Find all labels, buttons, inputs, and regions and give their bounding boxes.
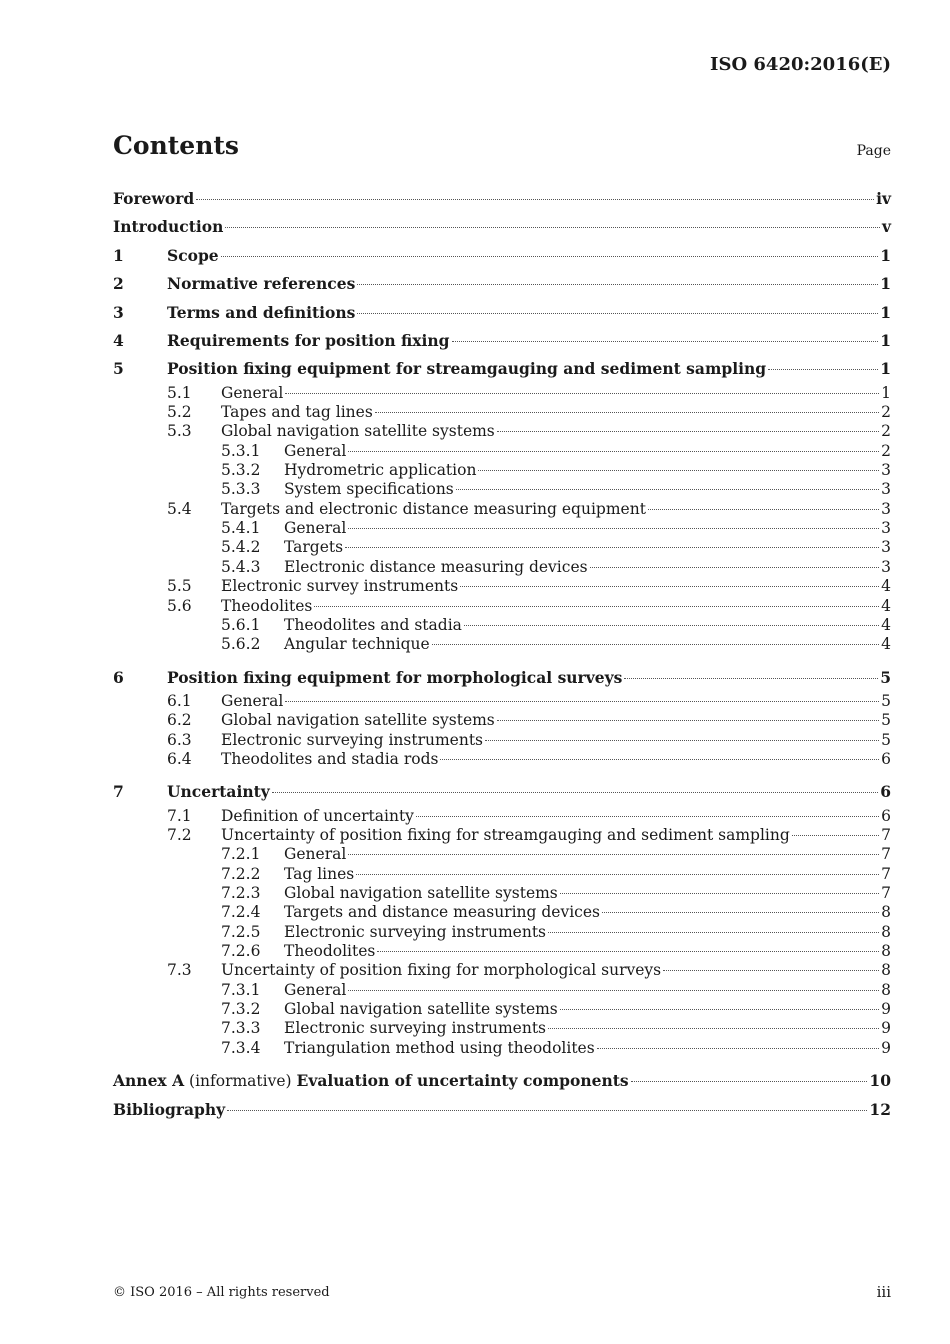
toc-entry-number: 7.2.4: [221, 903, 261, 922]
dot-leader: [497, 431, 879, 432]
toc-entry-number: 3: [113, 302, 124, 322]
toc-entry-page: 1: [880, 245, 891, 265]
toc-entry[interactable]: [113, 1039, 891, 1058]
dot-leader: [768, 369, 878, 370]
toc-entry-number: 7.3.1: [221, 980, 261, 999]
toc-entry-number: 5.6.1: [221, 615, 261, 634]
toc-entry-number: 7: [113, 782, 124, 802]
toc-entry-page: 4: [881, 577, 891, 596]
toc-entry-number: 2: [113, 274, 124, 294]
toc-entry-page: 6: [881, 806, 891, 825]
toc-entry-page: 1: [880, 274, 891, 294]
toc-entry-page: 3: [881, 519, 891, 538]
toc-entry-title: Tapes and tag lines: [221, 403, 373, 422]
toc-entry-page: 5: [880, 667, 891, 687]
toc-entry-title: Normative references: [167, 274, 356, 294]
toc-entry-title: Electronic survey instruments: [221, 577, 459, 596]
dot-leader: [348, 528, 879, 529]
toc-entry-number: 5.4.2: [221, 538, 261, 557]
toc-entry-number: 5.6: [167, 596, 192, 615]
toc-entry-number: 1: [113, 245, 124, 265]
dot-leader: [560, 1009, 879, 1010]
toc-entry[interactable]: [113, 577, 891, 596]
toc-entry[interactable]: [113, 597, 891, 616]
copyright-notice: © ISO 2016 – All rights reserved: [113, 1285, 330, 1300]
toc-entry-title: Global navigation satellite systems: [221, 422, 495, 441]
toc-entry-number: 7.1: [167, 806, 192, 825]
toc-entry-title: Terms and definitions: [167, 302, 356, 322]
dot-leader: [460, 586, 879, 587]
toc-entry-page: 1: [880, 359, 891, 379]
toc-entry-page: 3: [881, 480, 891, 499]
toc-entry-title: General: [221, 691, 284, 710]
toc-entry-number: 7.2.3: [221, 884, 261, 903]
dot-leader: [663, 970, 879, 971]
toc-entry-title: Theodolites: [221, 596, 313, 615]
toc-entry[interactable]: [113, 923, 891, 942]
annex-title: Evaluation of uncertainty components: [296, 1071, 629, 1091]
toc-entry-title: Scope: [167, 245, 219, 265]
toc-entry-page: 1: [880, 330, 891, 350]
toc-entry-title: General: [221, 383, 284, 402]
toc-entry-page: 1: [881, 383, 891, 402]
toc-entry-number: 5.2: [167, 403, 192, 422]
toc-entry-title: Position fixing equipment for streamgauging and sediment sampling: [167, 359, 767, 379]
toc-entry[interactable]: [113, 778, 891, 806]
dot-leader: [597, 1048, 879, 1049]
toc-entry-number: 5.3: [167, 422, 192, 441]
toc-entry-title: Uncertainty of position fixing for morphological surveys: [221, 961, 662, 980]
dot-leader: [375, 412, 879, 413]
toc-entry-title: General: [284, 519, 347, 538]
toc-entry-number: 6.4: [167, 749, 192, 768]
toc-entry-page: 3: [881, 499, 891, 518]
toc-entry-title: Tag lines: [284, 864, 355, 883]
toc-entry-number: 7.2.5: [221, 922, 261, 941]
toc-entry-title: Global navigation satellite systems: [221, 711, 495, 730]
toc-entry[interactable]: [113, 664, 891, 692]
toc-entry-title: Targets: [284, 538, 344, 557]
toc-entry-page: 7: [881, 884, 891, 903]
toc-entry-number: 5: [113, 359, 124, 379]
toc-entry-page: 3: [881, 538, 891, 557]
toc-entry-title: Electronic surveying instruments: [284, 1019, 547, 1038]
toc-entry-page: 7: [881, 826, 891, 845]
toc-entry[interactable]: [113, 1096, 891, 1124]
toc-entry-number: 5.4.3: [221, 557, 261, 576]
toc-entry-number: 7.3.3: [221, 1019, 261, 1038]
toc-entry-page: 4: [881, 596, 891, 615]
annex-type: (informative): [184, 1072, 297, 1091]
dot-leader: [314, 606, 879, 607]
dot-leader: [356, 874, 879, 875]
dot-leader: [377, 951, 879, 952]
toc-entry-title: Bibliography: [113, 1099, 226, 1119]
toc-entry[interactable]: [113, 692, 891, 711]
toc-entry-title: [113, 1067, 629, 1095]
toc-entry-number: 5.4.1: [221, 519, 261, 538]
dot-leader: [456, 489, 879, 490]
toc-entry-title: Requirements for position fixing: [167, 330, 450, 350]
toc-entry-page: 9: [881, 1019, 891, 1038]
dot-leader: [452, 341, 879, 342]
toc-entry[interactable]: [113, 731, 891, 750]
toc-entry-title: General: [284, 845, 347, 864]
toc-entry-title: Hydrometric application: [284, 461, 477, 480]
toc-entry-title: Triangulation method using theodolites: [284, 1038, 595, 1057]
toc-entry[interactable]: [113, 242, 891, 270]
toc-entry[interactable]: [113, 942, 891, 961]
toc-entry-page: 1: [880, 302, 891, 322]
toc-entry[interactable]: [113, 884, 891, 903]
toc-entry[interactable]: [113, 461, 891, 480]
toc-entry-title: General: [284, 441, 347, 460]
toc-entry-page: 12: [869, 1099, 891, 1119]
dot-leader: [357, 284, 878, 285]
toc-entry[interactable]: [113, 538, 891, 557]
toc-entry[interactable]: [113, 519, 891, 538]
dot-leader: [348, 854, 879, 855]
toc-entry[interactable]: [113, 355, 891, 383]
toc-entry[interactable]: [113, 558, 891, 577]
toc-entry-number: 7.2.1: [221, 845, 261, 864]
toc-entry[interactable]: [113, 1000, 891, 1019]
dot-leader: [631, 1081, 868, 1082]
dot-leader: [345, 547, 879, 548]
toc-entry[interactable]: [113, 185, 891, 213]
toc-entry[interactable]: [113, 442, 891, 461]
toc-entry[interactable]: [113, 750, 891, 769]
toc-entry-title: Uncertainty: [167, 782, 270, 802]
dot-leader: [221, 256, 879, 257]
toc-entry[interactable]: [113, 299, 891, 327]
document-id: ISO 6420:2016(E): [710, 54, 891, 75]
toc-entry-title: Electronic surveying instruments: [221, 730, 484, 749]
toc-entry-page: 9: [881, 1000, 891, 1019]
toc-entry-number: 5.6.2: [221, 635, 261, 654]
toc-entry[interactable]: [113, 327, 891, 355]
dot-leader: [357, 313, 878, 314]
dot-leader: [227, 1110, 867, 1111]
toc-entry[interactable]: [113, 1019, 891, 1038]
toc-entry-page: 9: [881, 1038, 891, 1057]
toc-entry-page: 2: [881, 441, 891, 460]
dot-leader: [485, 740, 879, 741]
toc-entry-title: Targets and electronic distance measuring equipment: [221, 499, 646, 518]
toc-entry-page: 5: [881, 711, 891, 730]
toc-entry-page: 8: [881, 903, 891, 922]
toc-entry[interactable]: [113, 845, 891, 864]
toc-entry[interactable]: [113, 500, 891, 519]
toc-entry-page: 8: [881, 942, 891, 961]
dot-leader: [497, 720, 879, 721]
annex-label: Annex A: [113, 1071, 185, 1091]
toc-entry-number: 5.3.2: [221, 461, 261, 480]
toc-entry-page: v: [881, 217, 891, 237]
toc-entry-number: 6.2: [167, 711, 192, 730]
toc-entry-title: Angular technique: [284, 635, 430, 654]
toc-entry[interactable]: [113, 384, 891, 403]
toc-entry-number: 6.1: [167, 691, 192, 710]
toc-entry[interactable]: [113, 213, 891, 241]
toc-entry-title: Global navigation satellite systems: [284, 884, 558, 903]
toc-entry-page: iv: [876, 189, 891, 208]
toc-entry-page: 2: [881, 422, 891, 441]
dot-leader: [272, 792, 878, 793]
toc-entry-page: 10: [869, 1071, 891, 1091]
toc-entry-title: Targets and distance measuring devices: [284, 903, 600, 922]
toc-entry-page: 5: [881, 730, 891, 749]
toc-entry-page: 6: [881, 749, 891, 768]
table-of-contents: [113, 185, 891, 1124]
toc-entry-title: Introduction: [113, 217, 224, 237]
toc-entry-number: 5.5: [167, 577, 192, 596]
dot-leader: [348, 990, 879, 991]
toc-entry[interactable]: [113, 422, 891, 441]
toc-entry-number: 5.3.1: [221, 441, 261, 460]
toc-entry-title: Electronic surveying instruments: [284, 922, 547, 941]
page-column-label: Page: [856, 143, 891, 159]
toc-entry-title: Theodolites: [284, 942, 376, 961]
toc-entry-page: 6: [880, 782, 891, 802]
toc-entry[interactable]: [113, 1067, 891, 1095]
dot-leader: [602, 912, 879, 913]
dot-leader: [548, 1028, 879, 1029]
toc-entry-number: 6: [113, 667, 124, 687]
toc-entry-number: 7.3.4: [221, 1038, 261, 1057]
dot-leader: [590, 567, 880, 568]
toc-entry[interactable]: [113, 480, 891, 499]
toc-entry-number: 7.3.2: [221, 1000, 261, 1019]
toc-entry-title: System specifications: [284, 480, 454, 499]
toc-entry-number: 5.1: [167, 383, 192, 402]
toc-entry-number: 7.2: [167, 826, 192, 845]
toc-entry-title: Uncertainty of position fixing for streamgauging and sediment sampling: [221, 826, 790, 845]
toc-entry[interactable]: [113, 270, 891, 298]
page-title: Contents: [113, 131, 240, 160]
toc-entry[interactable]: [113, 711, 891, 730]
toc-entry-title: Global navigation satellite systems: [284, 1000, 558, 1019]
toc-entry[interactable]: [113, 635, 891, 654]
toc-entry-page: 5: [881, 691, 891, 710]
toc-entry-title: Electronic distance measuring devices: [284, 557, 588, 576]
dot-leader: [464, 625, 879, 626]
toc-entry-number: 7.2.6: [221, 942, 261, 961]
toc-entry-number: 6.3: [167, 730, 192, 749]
toc-entry-title: General: [284, 980, 347, 999]
dot-leader: [624, 678, 878, 679]
toc-entry[interactable]: [113, 807, 891, 826]
toc-entry-number: 4: [113, 330, 124, 350]
dot-leader: [348, 451, 879, 452]
dot-leader: [416, 816, 879, 817]
toc-entry[interactable]: [113, 903, 891, 922]
toc-entry-title: Theodolites and stadia rods: [221, 749, 439, 768]
toc-entry-page: 2: [881, 403, 891, 422]
toc-entry[interactable]: [113, 616, 891, 635]
toc-entry-page: 4: [881, 635, 891, 654]
toc-entry-page: 3: [881, 461, 891, 480]
toc-entry-page: 3: [881, 557, 891, 576]
dot-leader: [285, 393, 879, 394]
toc-entry[interactable]: [113, 981, 891, 1000]
toc-entry-page: 8: [881, 922, 891, 941]
toc-entry[interactable]: [113, 826, 891, 845]
toc-entry-page: 7: [881, 845, 891, 864]
toc-entry-number: 5.3.3: [221, 480, 261, 499]
toc-entry-title: Theodolites and stadia: [284, 615, 462, 634]
dot-leader: [478, 470, 879, 471]
dot-leader: [560, 893, 879, 894]
toc-entry-title: Position fixing equipment for morphological surveys: [167, 667, 623, 687]
dot-leader: [285, 701, 879, 702]
dot-leader: [648, 509, 879, 510]
toc-entry-title: Definition of uncertainty: [221, 806, 414, 825]
toc-entry-number: 7.2.2: [221, 864, 261, 883]
toc-entry-page: 8: [881, 961, 891, 980]
toc-entry[interactable]: [113, 403, 891, 422]
dot-leader: [440, 759, 879, 760]
toc-entry[interactable]: [113, 961, 891, 980]
page-number: iii: [876, 1283, 891, 1301]
toc-entry-title: Foreword: [113, 189, 195, 208]
toc-entry-page: 4: [881, 615, 891, 634]
dot-leader: [196, 199, 874, 200]
toc-entry-page: 8: [881, 980, 891, 999]
dot-leader: [792, 835, 879, 836]
dot-leader: [432, 644, 879, 645]
toc-entry-number: 5.4: [167, 499, 192, 518]
toc-entry-number: 7.3: [167, 961, 192, 980]
dot-leader: [225, 227, 880, 228]
toc-entry[interactable]: [113, 865, 891, 884]
toc-entry-page: 7: [881, 864, 891, 883]
dot-leader: [548, 932, 879, 933]
